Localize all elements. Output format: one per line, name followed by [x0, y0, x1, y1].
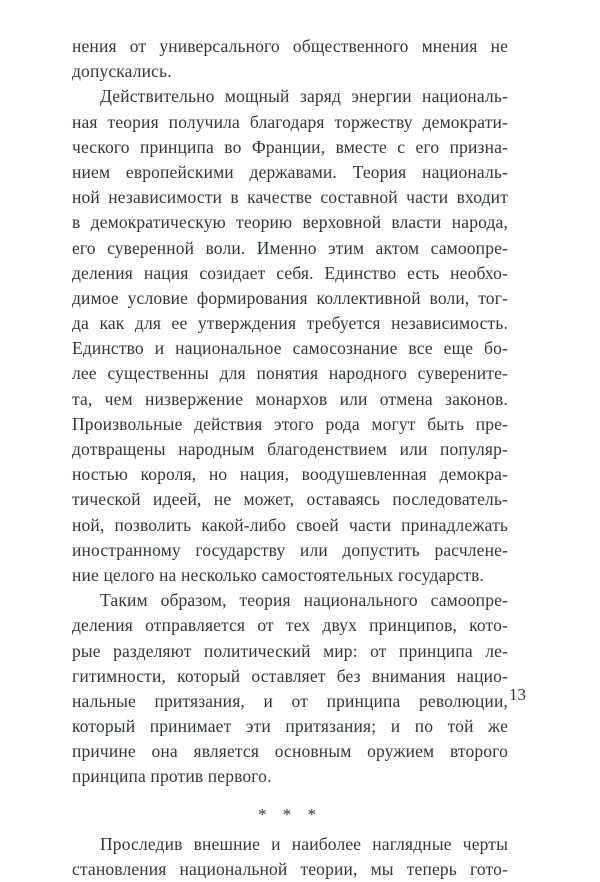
text-line: причине она является основным оружием второго: [72, 741, 508, 762]
text-line: в демократическую теорию верховной власти народа,: [72, 212, 508, 233]
text-line: тической идеей, не может, оставаясь последователь-: [72, 489, 508, 510]
text-line: ческого принципа во Франции, вместе с его призна-: [72, 136, 508, 157]
paragraph-4: [72, 832, 508, 882]
text-line: Проследив внешние и наиболее наглядные черты: [100, 833, 508, 854]
section-separator: * * *: [258, 804, 322, 824]
page-number: 13: [509, 685, 526, 704]
text-line: та, чем низвержение монархов или отмена законов.: [72, 388, 508, 409]
paragraph-2: [72, 84, 508, 588]
text-line: его суверенной воли. Именно этим актом самоопре-: [72, 237, 508, 258]
text-line: гитимности, который оставляет без внимания нацио-: [72, 665, 508, 686]
text-line: рые разделяют политический мир: от принципа ле-: [72, 640, 508, 661]
page-body: [72, 34, 508, 882]
text-line: иностранному государству или допустить расчлене-: [72, 539, 508, 560]
text-line: принципа против первого.: [72, 766, 272, 787]
text-line: нием европейскими державами. Теория националь-: [72, 161, 508, 182]
text-line: становления национальной теории, мы теперь гото-: [72, 858, 508, 879]
text-line: который принимает эти притязания; и по той же: [72, 716, 508, 737]
text-line: Единство и национальное самосознание все еще бо-: [72, 338, 508, 359]
text-line: ной независимости в качестве составной части входит: [72, 187, 508, 208]
text-line: ной, позволить какой-либо своей части принадлежать: [72, 514, 508, 535]
text-line: ностью короля, но нация, воодушевленная демокра-: [72, 464, 508, 485]
text-line: деления отправляется от тех двух принципов, кото-: [72, 615, 508, 636]
paragraph-1: [72, 34, 508, 84]
text-line: Произвольные действия этого рода могут быть пре-: [72, 413, 508, 434]
text-line: лее существенны для понятия народного суверените-: [72, 363, 508, 384]
text-line: да как для ее утверждения требуется независимость.: [72, 313, 508, 334]
text-line: Таким образом, теория национального самоопре-: [100, 590, 508, 611]
text-line: нения от универсального общественного мнения не: [72, 36, 508, 56]
text-line: деления нация созидает себя. Единство есть необхо-: [72, 262, 508, 283]
text-line: допускались.: [72, 61, 172, 82]
text-line: ная теория получила благодаря торжеству демократи-: [72, 111, 508, 132]
paragraph-3: [72, 588, 508, 790]
text-line: ние целого на несколько самостоятельных государств.: [72, 564, 485, 585]
text-line: димое условие формирования коллективной воли, тог-: [72, 287, 508, 308]
text-line: нальные притязания, и от принципа революции,: [72, 690, 508, 711]
text-line: дотвращены народным благоденствием или популяр-: [72, 439, 508, 459]
text-line: Действительно мощный заряд энергии националь-: [100, 86, 508, 107]
